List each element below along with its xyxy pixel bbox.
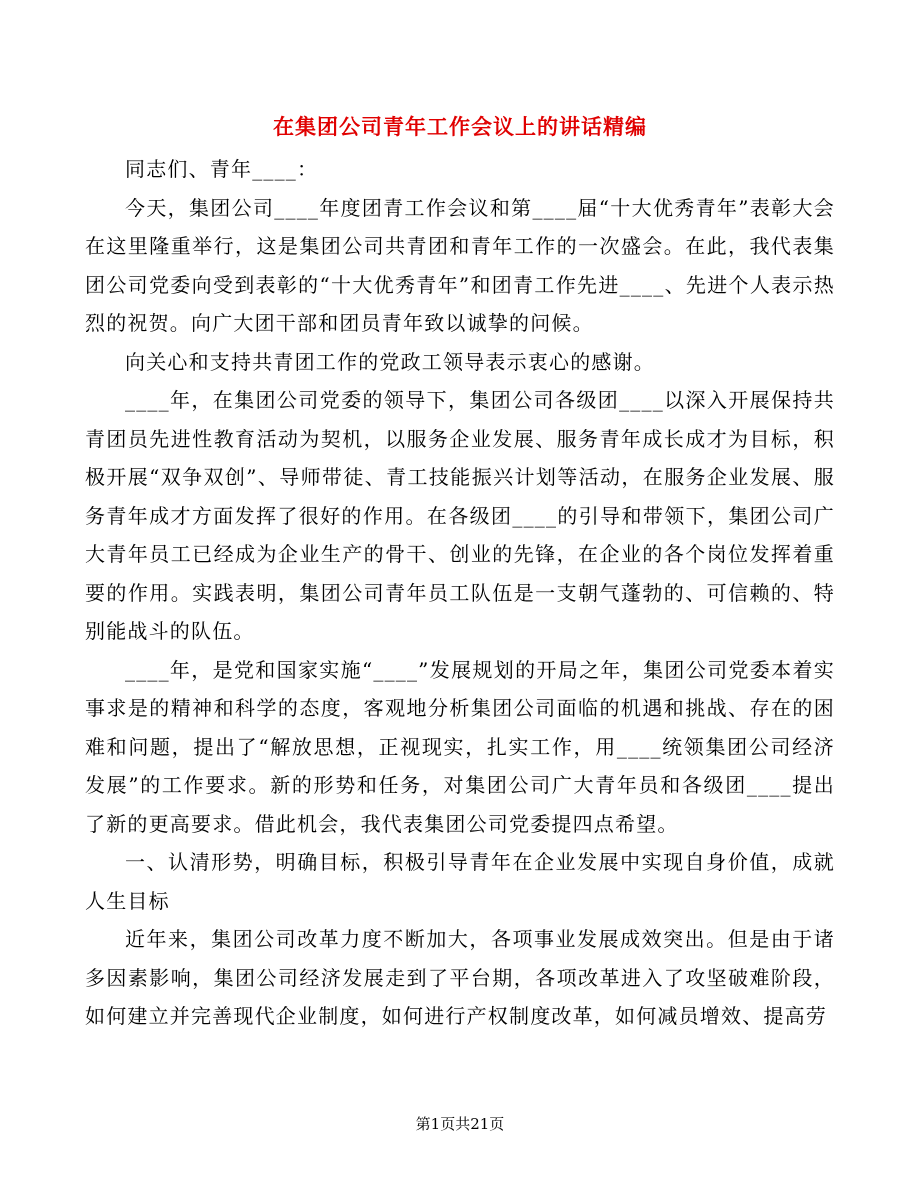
- paragraph-section-1: 近年来，集团公司改革力度不断加大，各项事业发展成效突出。但是由于诸多因素影响，集团公司经济发展走到了平台期，各项改革进入了攻坚破难阶段，如何建立并完善现代企业制度，如何进行产权制度改革，如何减员增效、提高劳: [85, 927, 835, 1028]
- page-number-footer: 第1页共21页: [415, 1115, 505, 1133]
- paragraph-outlook: ____年，是党和国家实施“____”发展规划的开局之年，集团公司党委本着实事求是的精神和科学的态度，客观地分析集团公司面临的机遇和挑战、存在的困难和问题，提出了“解放思想，正视现实，扎实工作，用____统领集团公司经济发展”的工作要求。新的形势和任务，对集团公司广大青年员和各级团____提出了新的更高要求。借此机会，我代表集团公司党委提四点希望。: [85, 657, 835, 836]
- paragraph-thanks: 向关心和支持共青团工作的党政工领导表示衷心的感谢。: [125, 349, 655, 374]
- paragraph-opening: 今天，集团公司____年度团青工作会议和第____届“十大优秀青年”表彰大会在这里隆重举行，这是集团公司共青团和青年工作的一次盛会。在此，我代表集团公司党委向受到表彰的“十大优秀青年”和团青工作先进____、先进个人表示热烈的祝贺。向广大团干部和团员青年致以诚挚的问候。: [85, 195, 835, 335]
- paragraph-salutation: 同志们、青年____：: [125, 157, 319, 181]
- document-title: 在集团公司青年工作会议上的讲话精编: [273, 115, 647, 139]
- paragraph-review: ____年，在集团公司党委的领导下，集团公司各级团____以深入开展保持共青团员先进性教育活动为契机，以服务企业发展、服务青年成长成才为目标，积极开展“双争双创”、导师带徒、青工技能振兴计划等活动，在服务企业发展、服务青年成才方面发挥了很好的作用。在各级团____的引导和带领下，集团公司广大青年员工已经成为企业生产的骨干、创业的先锋，在企业的各个岗位发挥着重要的作用。实践表明，集团公司青年员工队伍是一支朝气蓬勃的、可信赖的、特别能战斗的队伍。: [85, 388, 835, 643]
- document-body: [85, 150, 835, 1036]
- section-heading-1: 一、认清形势，明确目标，积极引导青年在企业发展中实现自身价值，成就人生目标: [85, 850, 835, 913]
